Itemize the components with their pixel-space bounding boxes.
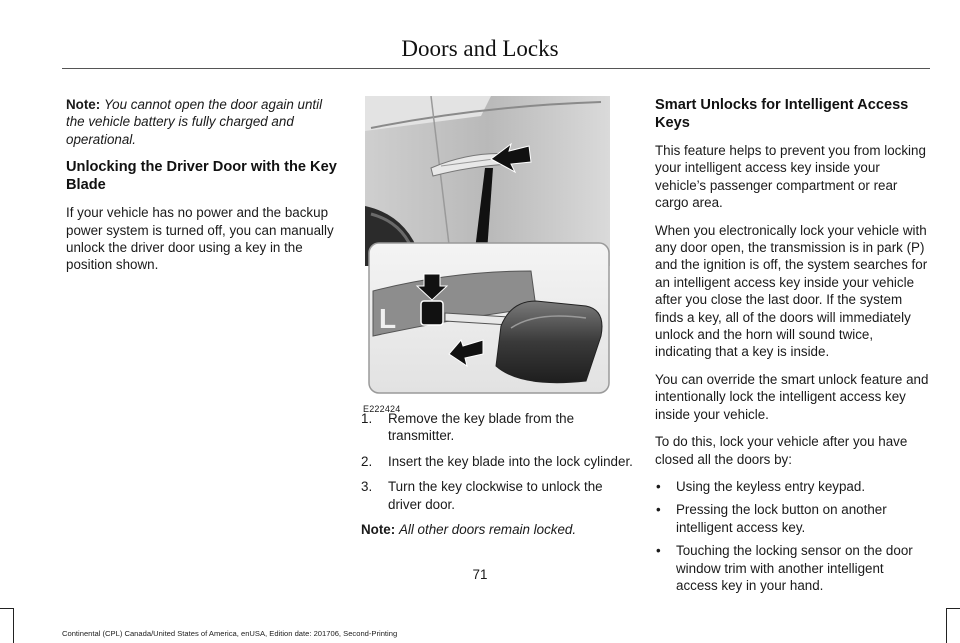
step-text: Insert the key blade into the lock cylinder. [388,453,633,469]
paragraph: This feature helps to prevent you from locking your intelligent access key inside your vehicle’s passenger compartment or rear cargo area. [655,143,926,211]
note-text: All other doors remain locked. [398,522,577,538]
page-header-title: Doors and Locks [401,36,559,61]
bullet-text: Touching the locking sensor on the door window trim with another intelligent access key in your hand. [676,543,913,593]
bullet-glyph: • [656,478,661,494]
paragraph: When you electronically lock your vehicle with any door open, the transmission is in park (P) and the ignition is off, the system searches for an intelligent access key inside your vehicle after you close the last door. If the system finds a key, all of the doors will immediately unlock and the horn will sound twice, indicating that a key is inside. [655,222,928,360]
crop-mark [0,608,13,609]
column-left [66,96,338,284]
bullet-glyph: • [656,543,661,559]
list-item [655,478,929,495]
step-text: Remove the key blade from the transmitter. [388,411,575,444]
bullet-text: Pressing the lock button on another intelligent access key. [676,502,887,535]
vehicle-badge-letter: L [379,303,397,334]
footer-edition-info: Continental (CPL) Canada/United States of America, enUSA, Edition date: 201706, Second-Printing [62,629,398,638]
crop-mark [946,608,947,643]
paragraph: You can override the smart unlock feature and intentionally lock the intelligent access key inside your vehicle. [655,371,929,422]
list-item [361,453,633,470]
door-lock-illustration [361,96,611,414]
page-number: 71 [472,567,488,582]
section-heading-smart-unlocks: Smart Unlocks for Intelligent Access Keys [655,97,909,131]
section-heading-key-blade: Unlocking the Driver Door with the Key Blade [66,159,337,194]
step-number: 1. [361,411,373,426]
note-text: You cannot open the door again until the vehicle battery is fully charged and operational. [66,97,323,147]
column-right [655,96,929,600]
figure-code: E222424 [363,404,401,414]
doors-locked-note [361,521,633,538]
paragraph: To do this, lock your vehicle after you have closed all the doors by: [655,434,908,467]
bullet-glyph: • [656,502,661,518]
step-text: Turn the key clockwise to unlock the driver door. [388,479,603,512]
unlock-steps [361,410,633,513]
step-number: 3. [361,479,373,495]
list-item [361,478,633,513]
crop-mark [947,608,960,609]
note-label: Note: [66,97,101,112]
column-middle [361,96,633,548]
bullet-text: Using the keyless entry keypad. [676,478,866,494]
list-item [361,410,633,445]
step-number: 2. [361,453,373,469]
battery-note [66,96,338,148]
list-item [655,501,929,536]
crop-mark [13,608,14,643]
key-blade-paragraph: If your vehicle has no power and the backup power system is turned off, you can manually unlock the driver door using a key in the position shown. [66,205,334,273]
note-label: Note: [361,522,396,538]
header-divider [62,68,930,69]
car-door-drawing [361,96,611,396]
